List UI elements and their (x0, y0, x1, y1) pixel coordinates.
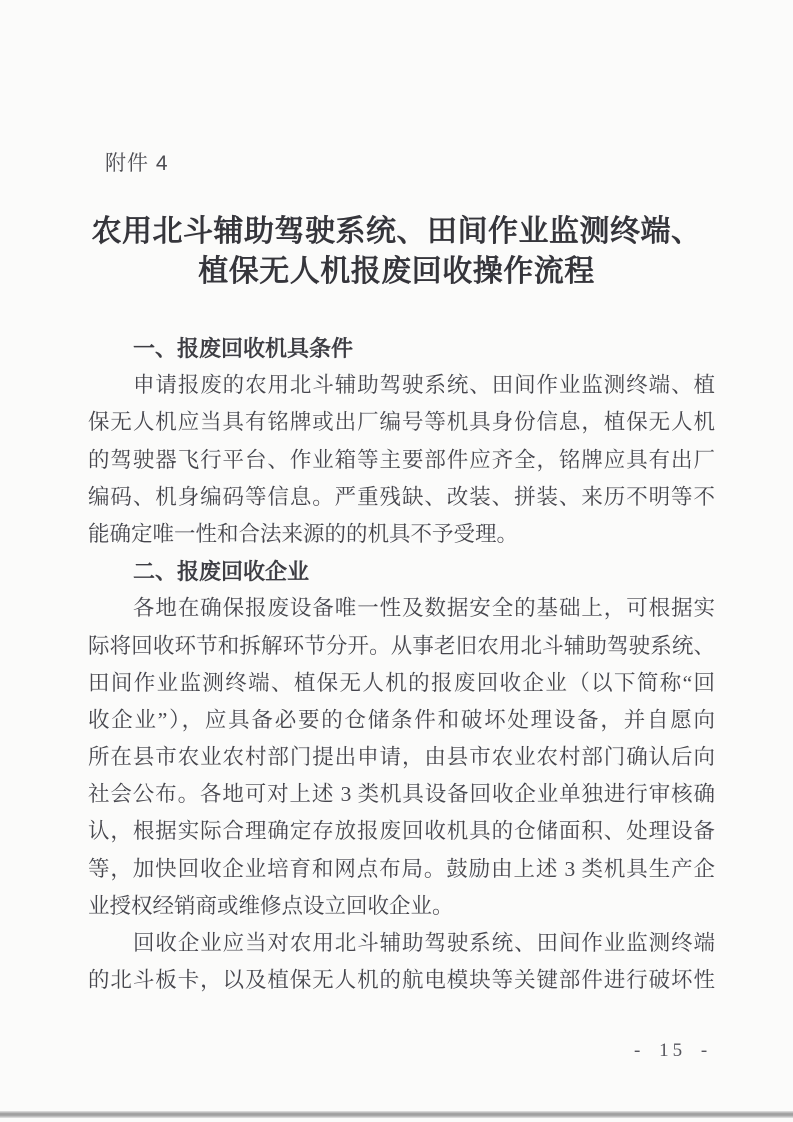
document-title (0, 212, 793, 292)
document-title-line-1: 农用北斗辅助驾驶系统、田间作业监测终端、 (91, 215, 702, 248)
text-line: 社会公布。各地可对上述 3 类机具设备回收企业单独进行审核确 (88, 782, 715, 807)
text-line: 际将回收环节和拆解环节分开。从事老旧农用北斗辅助驾驶系统、 (88, 633, 715, 658)
document-title-line-2: 植保无人机报废回收操作流程 (198, 255, 595, 288)
page-number: - 15 - (634, 1040, 712, 1061)
text-line: 收企业”），应具备必要的仓储条件和破坏处理设备，并自愿向 (88, 707, 715, 732)
text-line: 申请报废的农用北斗辅助驾驶系统、田间作业监测终端、植 (133, 373, 715, 398)
text-line: 认，根据实际合理确定存放报废回收机具的仓储面积、处理设备 (88, 819, 715, 844)
scan-edge-artifact (0, 1111, 793, 1118)
text-line: 能确定唯一性和合法来源的的机具不予受理。 (88, 521, 519, 546)
text-line: 业授权经销商或维修点设立回收企业。 (88, 893, 454, 918)
text-line: 田间作业监测终端、植保无人机的报废回收企业（以下简称“回 (88, 670, 715, 695)
text-line: 的驾驶器飞行平台、作业箱等主要部件应齐全，铭牌应具有出厂 (88, 447, 715, 472)
attachment-label: 附件 4 (105, 152, 169, 175)
text-line: 保无人机应当具有铭牌或出厂编号等机具身份信息，植保无人机 (88, 410, 715, 435)
text-line: 的北斗板卡，以及植保无人机的航电模块等关键部件进行破坏性 (88, 968, 715, 993)
text-line: 等，加快回收企业培育和网点布局。鼓励由上述 3 类机具生产企 (88, 856, 715, 881)
text-line: 各地在确保报废设备唯一性及数据安全的基础上，可根据实 (133, 596, 715, 621)
document-body (88, 330, 715, 999)
text-line: 编码、机身编码等信息。严重残缺、改装、拼装、来历不明等不 (88, 484, 715, 509)
text-line: 所在县市农业农村部门提出申请，由县市农业农村部门确认后向 (88, 745, 715, 770)
section-heading: 二、报废回收企业 (133, 559, 310, 585)
text-line: 回收企业应当对农用北斗辅助驾驶系统、田间作业监测终端 (133, 931, 715, 955)
section-heading: 一、报废回收机具条件 (133, 336, 354, 361)
